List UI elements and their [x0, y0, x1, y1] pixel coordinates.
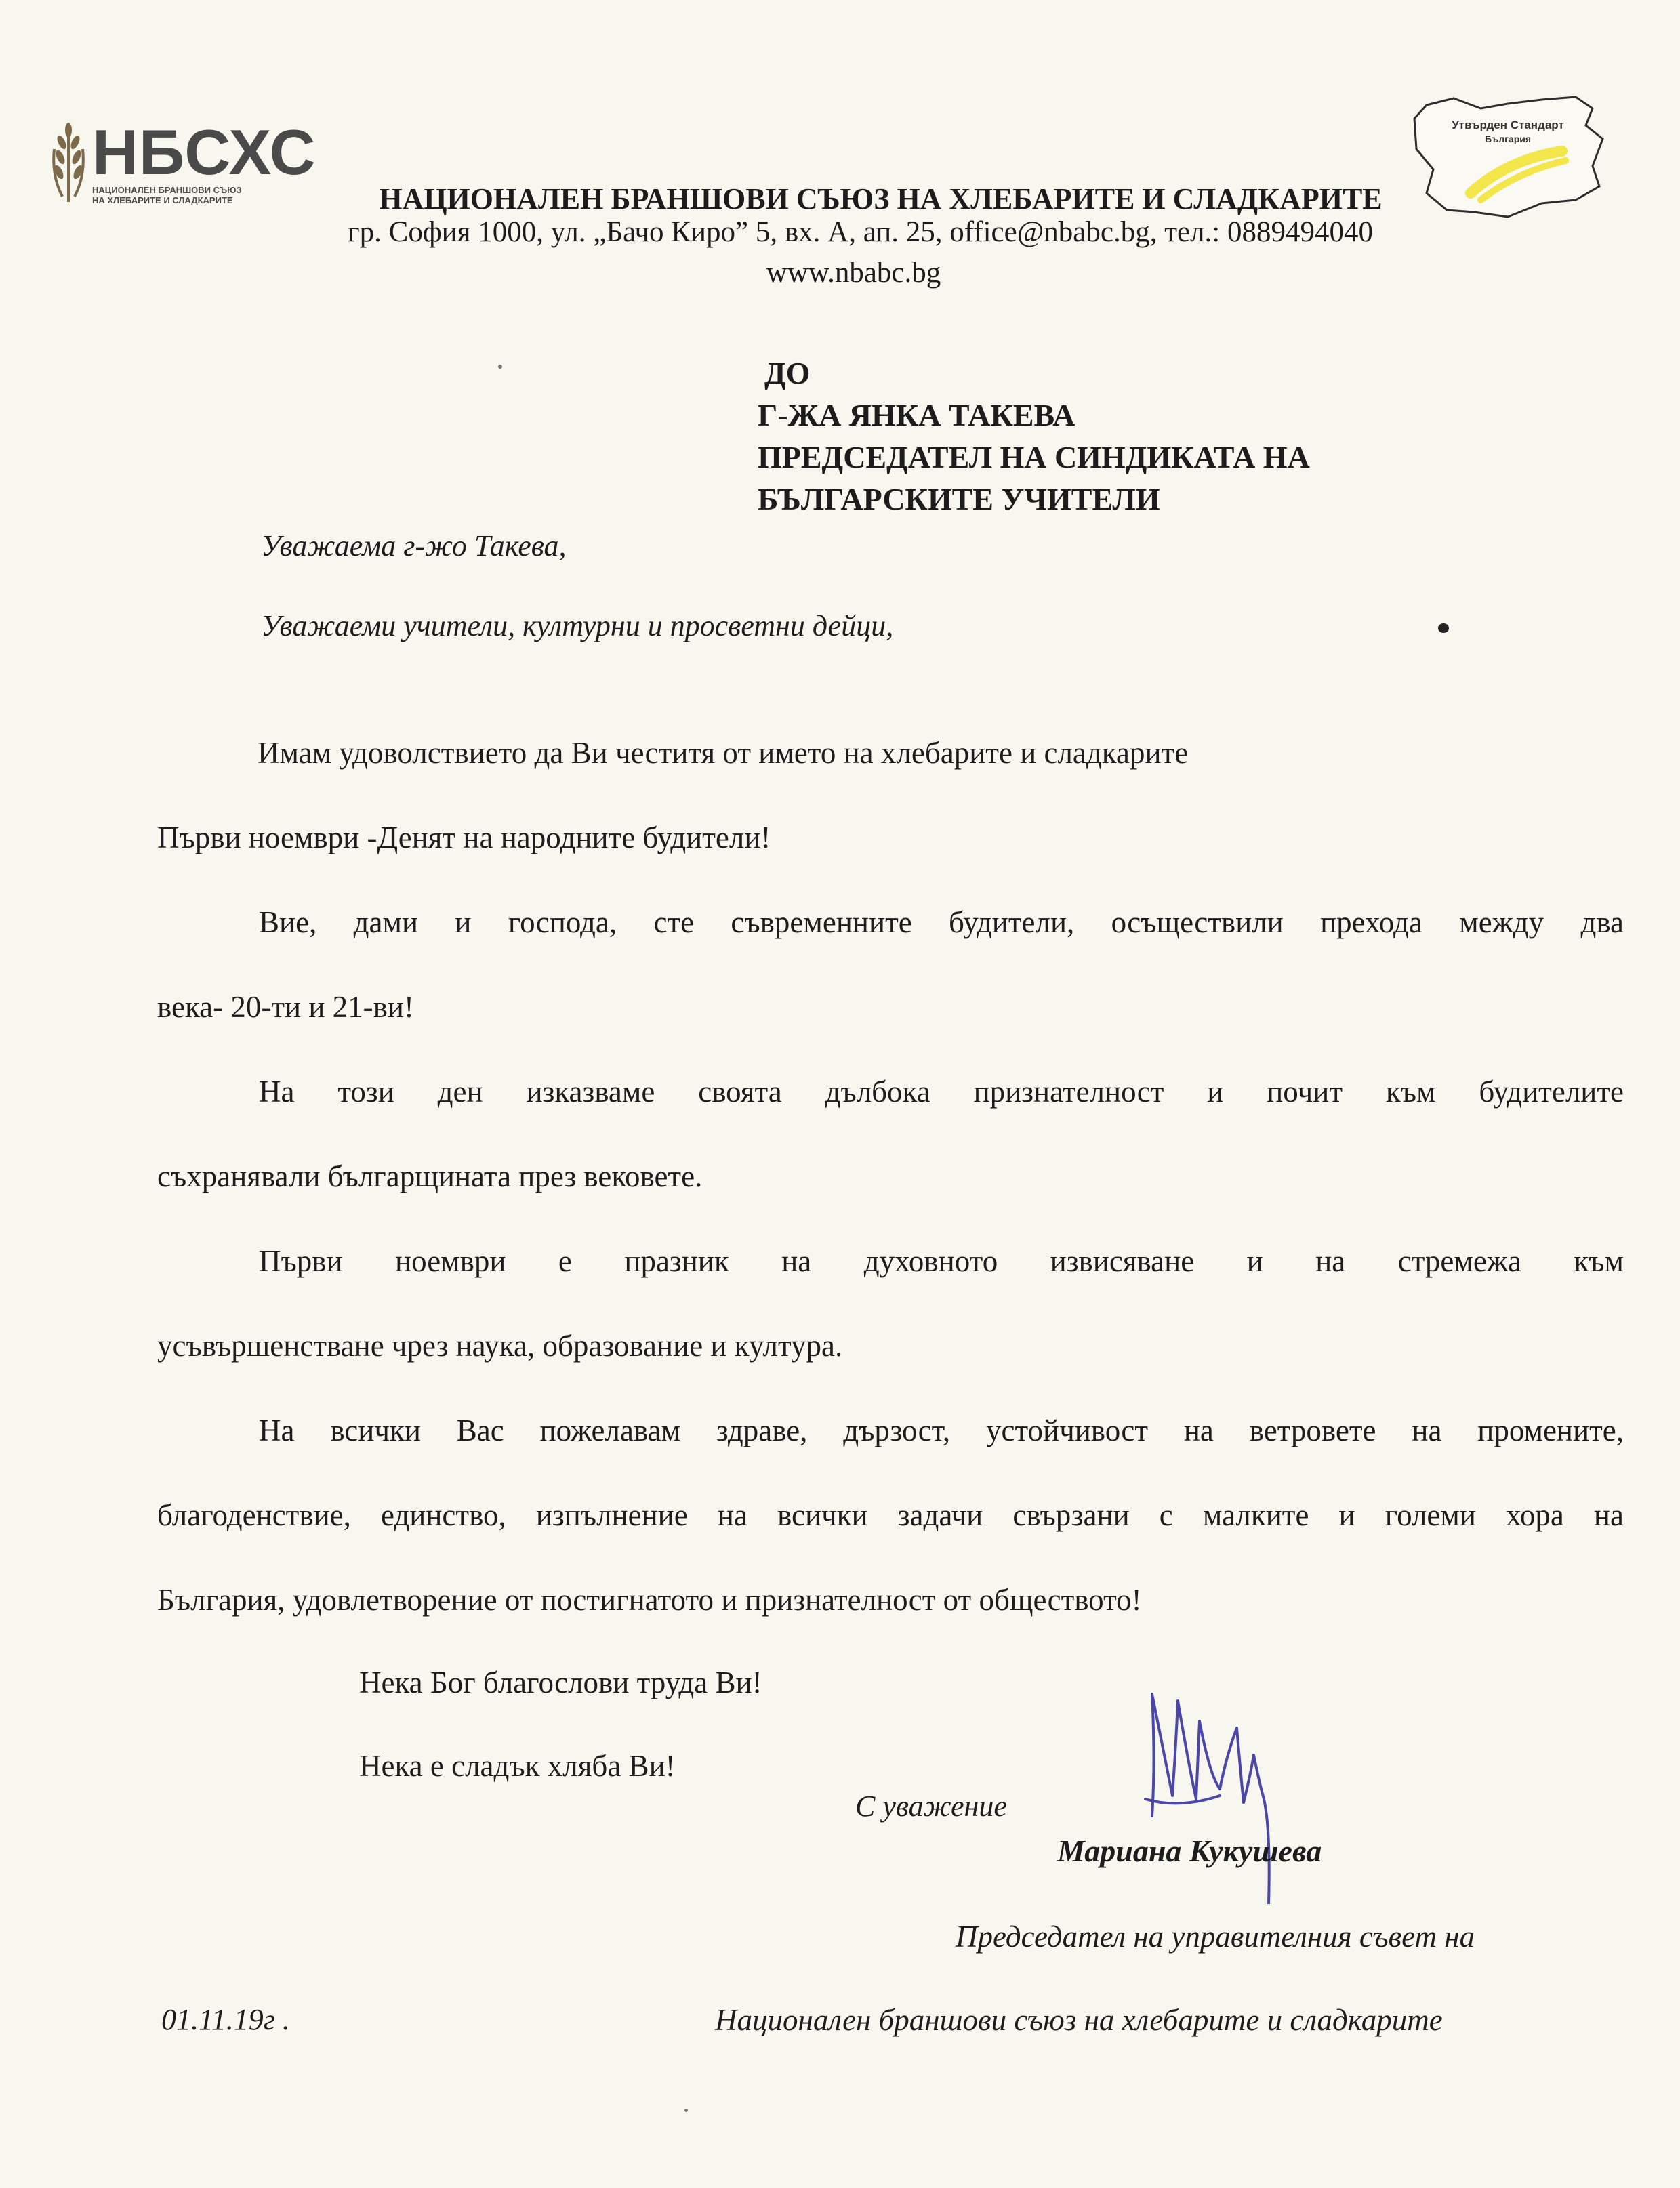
organization-name: НАЦИОНАЛЕН БРАНШОВИ СЪЮЗ НА ХЛЕБАРИТЕ И СЛАДКАРИТЕ — [379, 182, 1382, 215]
organization-address: гр. София 1000, ул. „Бачо Киро” 5, вх. А, ап. 25, office@nbabc.bg, тел.: 0889494040 — [348, 216, 1373, 248]
recipient-name: Г-ЖА ЯНКА ТАКЕВА — [758, 398, 1075, 432]
paragraph-1-line-1: Имам удоволствието да Ви честитя от името на хлебарите и сладкарите — [258, 736, 1189, 770]
recipient-to: ДО — [764, 356, 811, 390]
paragraph-3-line-2: съхранявали българщината през вековете. — [157, 1159, 703, 1193]
letter-date: 01.11.19г . — [161, 2003, 290, 2036]
logo-subtitle-line-1: НАЦИОНАЛЕН БРАНШОВИ СЪЮЗ — [92, 185, 242, 195]
paragraph-5-line-2: благоденствие, единство, изпълнение на всички задачи свързани с малките и големи хора на — [157, 1498, 1624, 1532]
recipient-block — [758, 352, 1310, 520]
scan-speck — [498, 365, 502, 369]
paragraph-4-line-2: усъвършенстване чрез наука, образование и култура. — [157, 1329, 843, 1363]
blessing-line-1: Нека Бог благослови труда Ви! — [359, 1666, 762, 1699]
blessing-line-2: Нека е сладък хляба Ви! — [359, 1749, 676, 1783]
badge-line-1: Утвърден Стандарт — [1452, 119, 1564, 131]
recipient-title-line-2: БЪЛГАРСКИТЕ УЧИТЕЛИ — [758, 482, 1160, 516]
logo-subtitle-line-2: НА ХЛЕБАРИТЕ И СЛАДКАРИТЕ — [92, 195, 233, 205]
scan-speck — [1438, 623, 1449, 633]
badge-line-2: България — [1484, 133, 1532, 144]
paragraph-2-line-1: Вие, дами и господа, сте съвременните будители, осъществили прехода между два — [259, 905, 1624, 939]
paragraph-1-line-2: Първи ноември -Денят на народните будители! — [157, 821, 771, 854]
paragraph-3-line-1: На този ден изказваме своята дълбока признателност и почит към будителите — [259, 1075, 1624, 1109]
handwritten-signature — [1125, 1680, 1342, 1904]
paragraph-2-line-2: века- 20-ти и 21-ви! — [157, 990, 414, 1024]
recipient-title-line-1: ПРЕДСЕДАТЕЛ НА СИНДИКАТА НА — [758, 440, 1310, 474]
salutation-2: Уважаеми учители, културни и просветни дейци, — [261, 609, 894, 642]
scan-speck — [684, 2109, 688, 2112]
paragraph-5-line-3: България, удовлетворение от постигнатото и признателност от обществото! — [157, 1583, 1142, 1617]
closing-regards: С уважение — [855, 1790, 1007, 1823]
salutation-1: Уважаема г-жо Такева, — [261, 529, 567, 562]
paragraph-5-line-1: На всички Вас пожелавам здраве, дързост, устойчивост на ветровете на промените, — [259, 1413, 1624, 1447]
organization-website: www.nbabc.bg — [766, 257, 941, 289]
signer-name: Мариана Кукушева — [1057, 1834, 1322, 1868]
logo-abbreviation: НБСХС — [92, 117, 316, 188]
paragraph-4-line-1: Първи ноември е празник на духовното извисяване и на стремежа към — [259, 1244, 1624, 1278]
signer-position: Председател на управителния съвет на — [956, 1920, 1475, 1954]
signer-organization: Национален браншови съюз на хлебарите и сладкарите — [715, 2003, 1443, 2037]
